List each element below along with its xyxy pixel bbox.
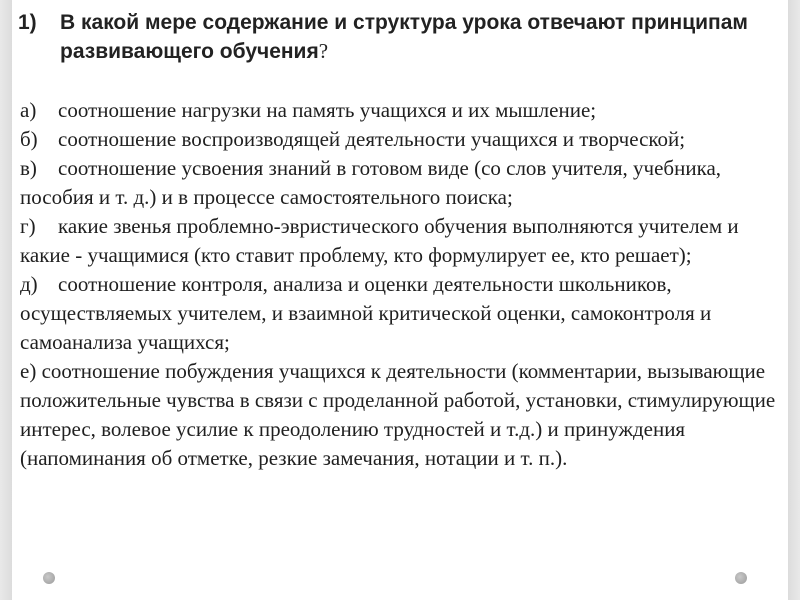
option-letter: а) (20, 98, 37, 122)
options-list (20, 96, 780, 473)
option-text: соотношение воспроизводящей деятельности учащихся и творческой; (58, 127, 686, 151)
left-frame-bar (0, 0, 12, 600)
option-text: соотношение нагрузки на память учащихся и их мышление; (58, 98, 597, 122)
question-text-block (60, 8, 778, 66)
option-text: соотношение контроля, анализа и оценки деятельности школьников, осуществляемых учителем, и взаимной критической оценки, самоконтроля и самоанализа учащихся; (20, 272, 712, 354)
bottom-left-dot (43, 572, 55, 584)
bottom-right-dot (735, 572, 747, 584)
option-text: соотношение побуждения учащихся к деятельности (комментарии, вызывающие положительные чувства в связи с проделанной работой, установки, стимулирующие интерес, волевое усилие к преодолению трудностей и т.д.) и принуждения (напоминания об отметке, резкие замечания, нотации и т. п.). (20, 359, 776, 470)
option-item (20, 96, 780, 125)
question-number: 1) (18, 11, 37, 34)
option-text: какие звенья проблемно-эвристического обучения выполняются учителем и какие - учащимися (кто ставит проблему, кто формулирует ее, кто решает); (20, 214, 739, 267)
option-text: соотношение усвоения знаний в готовом виде (со слов учителя, учебника, пособия и т. д.) и в процессе самостоятельного поиска; (20, 156, 722, 209)
question-mark: ? (318, 39, 329, 63)
option-letter: д) (20, 272, 38, 296)
option-item (20, 270, 780, 357)
option-letter: г) (20, 214, 36, 238)
option-item (20, 125, 780, 154)
option-letter: е) (20, 359, 37, 383)
option-item (20, 154, 780, 212)
question-text: В какой мере содержание и структура урока отвечают принципам развивающего обучения (60, 11, 748, 63)
right-frame-bar (788, 0, 800, 600)
option-letter: б) (20, 127, 38, 151)
option-letter: в) (20, 156, 37, 180)
option-item (20, 212, 780, 270)
question-heading (18, 8, 778, 66)
option-item (20, 357, 780, 473)
